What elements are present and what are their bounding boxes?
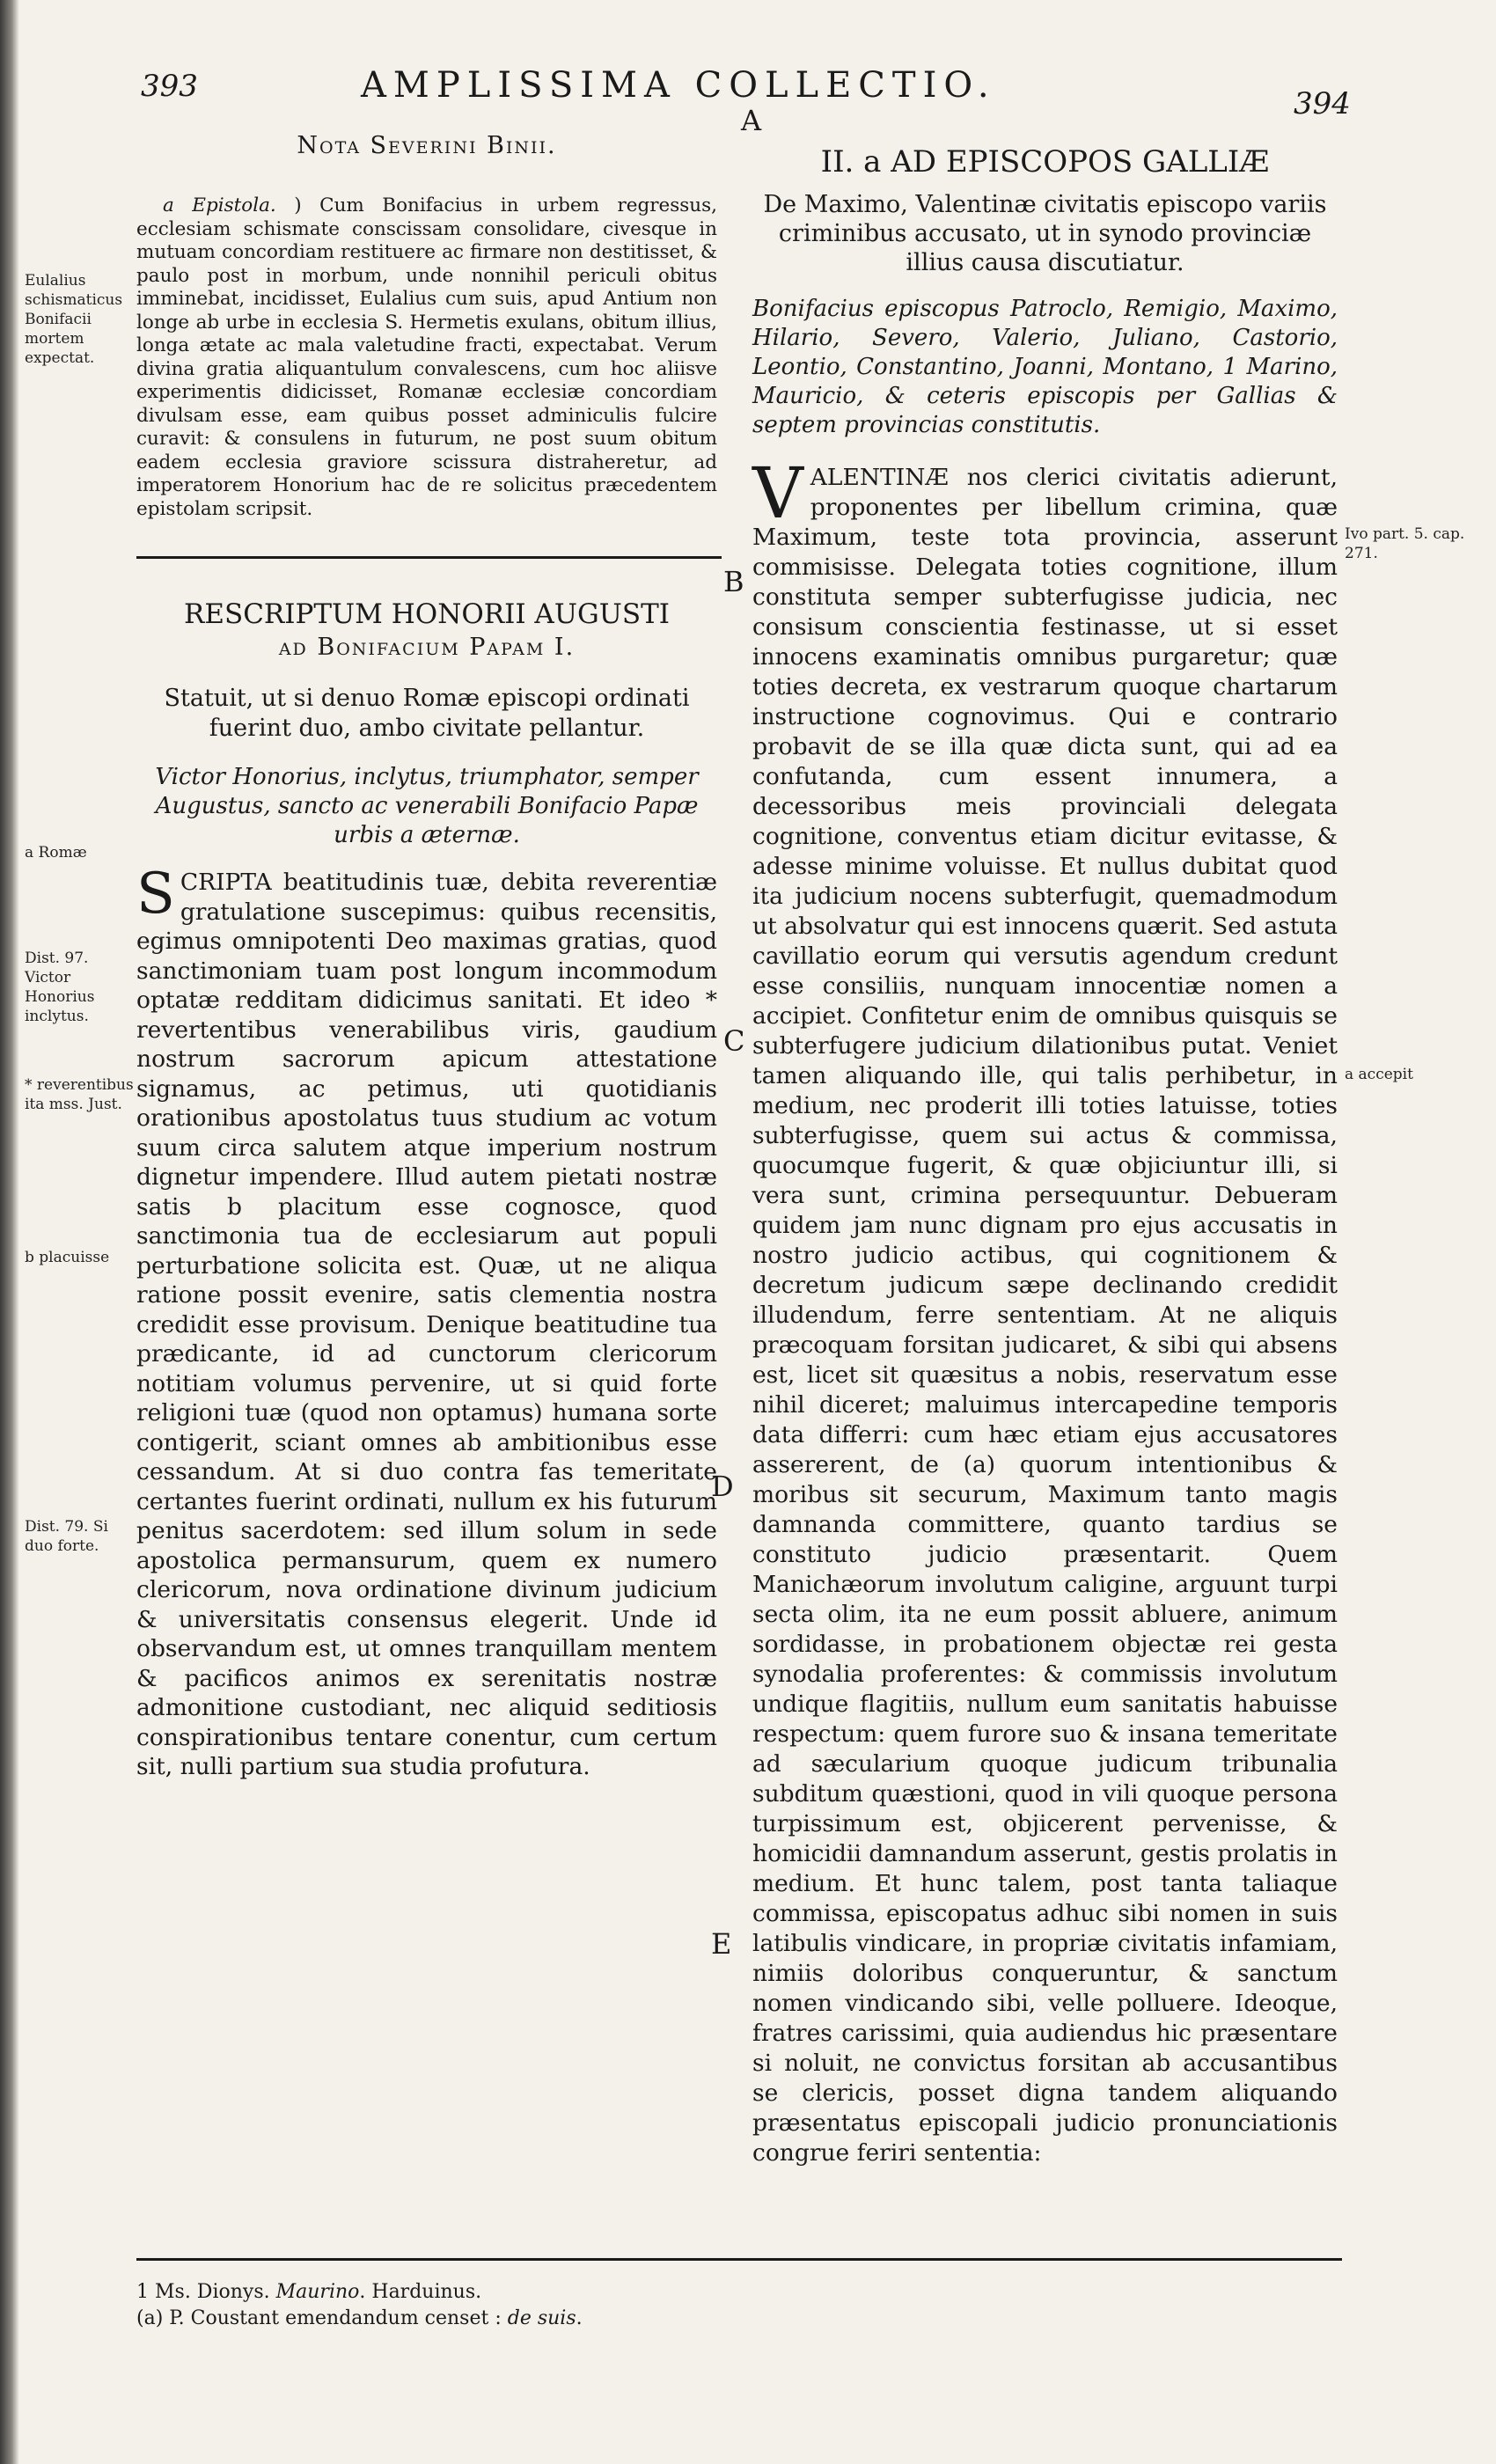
book-spine-shadow bbox=[0, 0, 19, 2464]
section-marker-d: D bbox=[711, 1470, 734, 1503]
letter-address: Bonifacius episcopus Patroclo, Remigio, Maximo, Hilario, Severo, Valerio, Juliano, Castorio, Leontio, Constantino, Joanni, Montano, 1 Marino, Mauricio, & ceteris episcopis per Gallias & septem provincias constitutis. bbox=[752, 296, 1338, 438]
left-column-note bbox=[136, 132, 717, 521]
footnote-1-number: 1 bbox=[136, 2281, 149, 2303]
page-number-left: 393 bbox=[141, 69, 198, 104]
footnote-rule bbox=[136, 2258, 1342, 2261]
margin-note-reverentibus: * reverentibus ita mss. Just. bbox=[25, 1076, 134, 1113]
note-lead: a Epistola. bbox=[163, 194, 276, 216]
letter-body-text: ALENTINÆ nos clerici civitatis adierunt, proponentes per libellum crimina, quæ Maximum, teste tota provincia, asserunt commisisse. Delegata toties cognitione, illum constituta semper subterfugisse judicia, nec consisum conscientia festinasse, ut si esset innocens examinatis omnibus purgaretur; quæ toties decreta, ex vestrarum quoque chartarum instructione cognovimus. Qui e contrario probavit de se illa quæ dicta sunt, qui ad ea confutanda, cum essent innumera, a decessoribus meis provinciali delegata cognitione, conventus etiam dicitur evitasse, & adesse minime voluisse. Et nullus dubitat quod ita judicium nocens subterfugit, quemadmodum ut absolvatur qui est innocens quærit. Sed astuta cavillatio eorum qui versutis agendum credunt esse consiliis, nunquam innocentiæ nomen a accipiet. Confitetur enim de omnibus quisquis se subterfugere judicium dilationibus putat. Veniet tamen aliquando ille, qui talis perhibetur, in medium, nec proderit illi toties latuisse, toties subterfugisse, quem sui actus & commissa, quocumque fugerit, & quæ objiciuntur illi, si vera sunt, crimina persequuntur. Debueram quidem jam nunc dignam pro ejus accusatis in nostro judicio actibus, qui cognitionem & decretum judicum sæpe declinando credidit illudendum, ferre sententiam. At ne aliquis præcoquam forsitan judicaret, & sibi qui absens est, licet sit quæsitus a nobis, reservatum esse nihil diceret; maluimus intercapedine temporis data differri: cum hæc etiam ejus accusatores assererent, de (a) quorum intentionibus & moribus sit securum, Maximum tanto magis damnanda committere, quanto tardius se constituto judicio præsentarit. Quem Manichæorum involutum caligine, arguunt turpi secta olim, ita ne eum possit abluere, animum sordidasse, in probationem objectæ rei gesta synodalia proferentes: & commissis involutum undique flagitiis, nullum eum sanitatis habuisse respectum: quem furore suo & insana temeritate ad sæcularium quoque judicum tribunalia subditum quæstioni, quod in vili quoque persona turpissimum est, objicerent pervenisse, & homicidii damnandum asserunt, gestis prolatis in medium. Et hunc talem, post tanta taliaque commissa, episcopatus adhuc sibi nomen in suis latibulis vindicare, in propriæ civitatis infamiam, nimiis doloribus conqueruntur, & sanctum nomen vindicando sibi, velle polluere. Ideoque, fratres carissimi, quia audiendus hic præsentare si noluit, ne convictus forsitan ab accusantibus se clericis, posset digna tandem aliquando præsentatus episcopali judicio pronunciationis congrue feriri sententia: bbox=[752, 464, 1338, 2167]
rescript-body-text: CRIPTA beatitudinis tuæ, debita reverentiæ gratulatione suscepimus: quibus recensitis, egimus omnipotenti Deo maximas gratias, quod sanctimoniam tuam post longum incommodum optatæ redditam didicimus sanitati. Et ideo * revertentibus venerabilibus viris, gaudium nostrum sacrorum apicum attestatione signamus, ac petimus, uti quotidianis orationibus apostolatus tuus studium ac votum suum circa salutem atque imperium nostrum dignetur impendere. Illud autem pietati nostræ satis b placitum esse cognosce, quod sanctimonia tua de ecclesiarum aut populi perturbatione solicita est. Quæ, ut ne aliqua ratione possit evenire, satis clementia nostra credidit esse provisum. Denique beatitudine tua prædicante, id ad cunctorum clericorum notitiam volumus pervenire, ut si quid forte religioni tuæ (quod non optamus) humana sorte contigerit, sciant omnes ab ambitionibus esse cessandum. At si duo contra fas temeritate certantes fuerint ordinati, nullum ex his futurum penitus sacerdotem: sed illum solum in sede apostolica permansurum, quem ex numero clericorum, nova ordinatione divinum judicium & universitatis consensus elegerit. Unde id observandum est, ut omnes tranquillam mentem & pacificos animos ex serenitatis nostræ admonitione custodiant, nec aliquid seditiosis conspirationibus tentare conentur, cum certum sit, nulli partium sua studia profutura. bbox=[136, 869, 717, 1780]
running-title: AMPLISSIMA COLLECTIO. bbox=[361, 65, 996, 106]
letter-heading: II. a AD EPISCOPOS GALLIÆ bbox=[820, 144, 1270, 180]
footnotes bbox=[136, 2279, 1342, 2332]
section-marker-c: C bbox=[723, 1024, 745, 1058]
footnote-a-tail: . bbox=[576, 2307, 583, 2329]
letter-body bbox=[752, 452, 1338, 2168]
left-column-rescript bbox=[136, 598, 717, 1782]
dropcap-v: V bbox=[752, 452, 803, 534]
footnote-1-italic: Maurino bbox=[275, 2281, 360, 2303]
note-text: ) Cum Bonifacius in urbem regressus, ecclesiam schismate conscissam consolidare, civesque in mutuam concordiam restituere ac firmare non destitisset, & paulo post in morbum, unde nonnihil periculi obitus imminebat, incidisset, Eulalius cum suis, apud Antium non longe ab urbe in ecclesia S. Hermetis exulans, obitum illius, longa ætate ac mala valetudine fracti, expectabat. Verum divina gratia aliquantulum convalescens, cum hoc aliisve experimentis didicisset, Romanæ ecclesiæ concordiam divulsam esse, eam quibus posset adminiculis fulcire curavit: & consulens in futurum, ne post suum obitum eadem ecclesia graviore scissura distraheretur, ad imperatorem Honorium hac de re solicitus præcedentem epistolam scripsit. bbox=[136, 194, 717, 520]
footnote-a-text: P. Coustant emendandum censet : bbox=[169, 2307, 502, 2329]
dropcap-s: S bbox=[136, 862, 175, 927]
footnote-a bbox=[136, 2306, 1342, 2332]
rescript-subtitle: ad Bonifacium Papam I. bbox=[278, 634, 576, 661]
letter-summary: De Maximo, Valentinæ civitatis episcopo variis criminibus accusato, ut in synodo provinciæ illius causa discutiatur. bbox=[763, 191, 1327, 276]
footnote-a-number: (a) bbox=[136, 2307, 164, 2329]
right-column-letter bbox=[752, 144, 1338, 2168]
margin-note-placuisse: b placuisse bbox=[25, 1249, 110, 1266]
separator-rule bbox=[136, 556, 722, 559]
footnote-1 bbox=[136, 2279, 1342, 2306]
footnote-a-italic: de suis bbox=[507, 2307, 576, 2329]
rescript-salutation: Victor Honorius, inclytus, triumphator, semper Augustus, sancto ac venerabili Bonifacio Papæ urbis a æternæ. bbox=[155, 764, 699, 848]
rescript-body bbox=[136, 862, 717, 1782]
footnote-1-tail: . Harduinus. bbox=[359, 2281, 482, 2303]
margin-note-romae: a Romæ bbox=[25, 844, 87, 862]
page-number-right: 394 bbox=[1294, 86, 1351, 121]
note-heading: Nota Severini Binii. bbox=[297, 132, 557, 159]
margin-note-ivo: Ivo part. 5. cap. 271. bbox=[1345, 525, 1465, 562]
section-marker-b: B bbox=[723, 565, 744, 598]
margin-note-dist-97: Dist. 97. Victor Honorius inclytus. bbox=[25, 950, 95, 1025]
rescript-summary: Statuit, ut si denuo Romæ episcopi ordinati fuerint duo, ambo civitate pellantur. bbox=[164, 685, 690, 742]
margin-note-accepit: a accepit bbox=[1345, 1066, 1413, 1083]
margin-note-eulalius: Eulalius schismaticus Bonifacii mortem expectat. bbox=[25, 272, 123, 367]
section-marker-e: E bbox=[711, 1927, 732, 1961]
rescript-title: RESCRIPTUM HONORII AUGUSTI bbox=[183, 598, 670, 630]
margin-note-dist-79: Dist. 79. Si duo forte. bbox=[25, 1518, 108, 1555]
section-marker-a: A bbox=[741, 104, 762, 137]
note-paragraph bbox=[136, 194, 717, 521]
footnote-1-text: Ms. Dionys. bbox=[155, 2281, 270, 2303]
